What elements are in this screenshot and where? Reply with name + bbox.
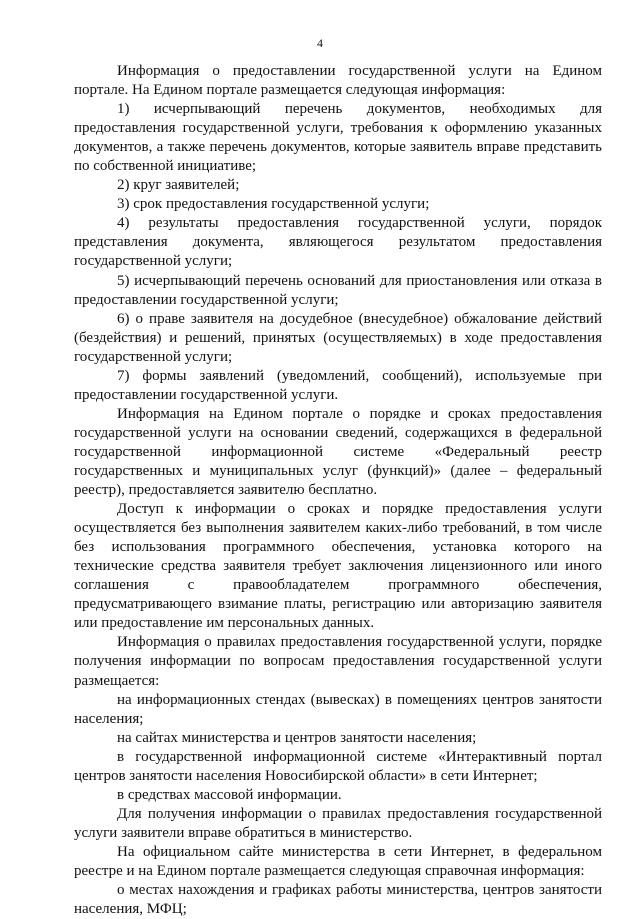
page-number: 4 <box>317 36 323 50</box>
list-item-3-term: 3) срок предоставления государственной услуги; <box>117 196 430 213</box>
paragraph-contact-ministry: Для получения информации о правилах предоставления государственной услуги заявители вправе обратиться в министерство. <box>74 805 602 841</box>
placement-item-stands: на информационных стендах (вывесках) в помещениях центров занятости населения; <box>74 691 602 727</box>
list-item-5-refusal-grounds: 5) исчерпывающий перечень оснований для приостановления или отказа в предоставлении государственной услуги; <box>74 272 602 308</box>
list-item-2-applicants: 2) круг заявителей; <box>117 177 240 194</box>
paragraph-portal-info-intro: Информация о предоставлении государственной услуги на Едином портале. На Едином портале размещается следующая информация: <box>74 63 602 99</box>
document-body <box>74 62 602 919</box>
placement-item-interactive-portal: в государственной информационной системе «Интерактивный портал центров занятости населения Новосибирской области» в сети Интернет; <box>74 748 602 784</box>
list-item-4-results: 4) результаты предоставления государственной услуги, порядок представления документа, являющегося результатом предоставления государственной услуги; <box>74 215 602 270</box>
list-item-6-appeal-rights: 6) о праве заявителя на досудебное (внесудебное) обжалование действий (бездействия) и решений, принятых (осуществляемых) в ходе предоставления государственной услуги; <box>74 310 602 365</box>
paragraph-info-placement: Информация о правилах предоставления государственной услуги, порядке получения информации по вопросам предоставления государственной услуги размещается: <box>74 634 602 689</box>
reference-item-locations: о местах нахождения и графиках работы министерства, центров занятости населения, МФЦ; <box>74 882 602 918</box>
list-item-7-forms: 7) формы заявлений (уведомлений, сообщений), используемые при предоставлении государственной услуги. <box>74 367 602 403</box>
paragraph-federal-registry: Информация на Едином портале о порядке и сроках предоставления государственной услуги на основании сведений, содержащихся в федеральной государственной информационной системе «Федеральный реестр государственных и муниципальных услуг (функций)» (далее – федеральный реестр), предоставляется заявителю бесплатно. <box>74 405 602 499</box>
list-item-1-documents: 1) исчерпывающий перечень документов, необходимых для предоставления государственной услуги, требования к оформлению указанных документов, а также перечень документов, которые заявитель вправе представить по собственной инициативе; <box>74 101 602 175</box>
paragraph-reference-info: На официальном сайте министерства в сети Интернет, в федеральном реестре и на Едином портале размещается следующая справочная информация: <box>74 843 602 879</box>
placement-item-mass-media: в средствах массовой информации. <box>117 786 342 803</box>
placement-item-websites: на сайтах министерства и центров занятости населения; <box>117 729 477 746</box>
paragraph-free-access: Доступ к информации о сроках и порядке предоставления услуги осуществляется без выполнения заявителем каких-либо требований, в том числе без использования программного обеспечения, установка которого на технические средства заявителя требует заключения лицензионного или иного соглашения с правообладателем программного обеспечения, предусматривающего взимание платы, регистрацию или авторизацию заявителя или предоставление им персональных данных. <box>74 501 602 632</box>
